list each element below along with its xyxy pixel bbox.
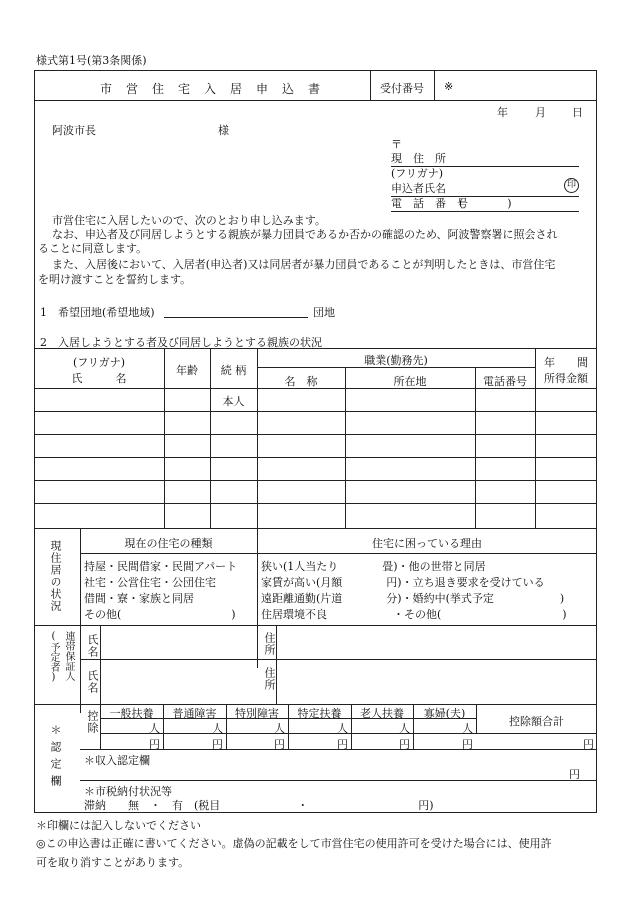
- guarantor-name-label-1: 氏名: [86, 634, 99, 658]
- address-label: 現 住 所: [391, 152, 446, 165]
- table-row: [34, 411, 597, 412]
- person-unit: 人: [462, 722, 473, 735]
- date-month: 月: [535, 106, 546, 119]
- deduction-total-label: 控除額合計: [509, 715, 564, 728]
- col-job: 職業(勤務先): [364, 354, 428, 367]
- person-unit: 人: [149, 722, 160, 735]
- col-income-top: 年 間: [544, 356, 588, 369]
- deduction-label: 控除: [86, 710, 99, 734]
- phone-field[interactable]: [391, 195, 579, 212]
- yen-unit-total: 円: [583, 738, 594, 751]
- person-unit: 人: [212, 722, 223, 735]
- housing-reason: 狭い(1人当たり 畳)・他の世帯と同居: [261, 560, 486, 573]
- divider: [370, 70, 371, 100]
- section2-label: 2 入居しようとする者及び同居しようとする親族の状況: [40, 336, 322, 349]
- col-furigana: (フリガナ): [72, 356, 126, 369]
- table-row: [34, 457, 597, 458]
- addressee-name: 阿波市長: [52, 124, 96, 137]
- approval-side-label: ＊認定欄: [49, 724, 62, 792]
- table-row: [34, 503, 597, 504]
- income-approval-label: ＊収入認定欄: [84, 754, 150, 767]
- guarantor-address-label-1: 住所: [263, 632, 276, 656]
- divider: [434, 70, 435, 100]
- col-age: 年齢: [176, 364, 198, 377]
- housing-type: 借間・寮・家族と同居: [84, 592, 194, 605]
- housing-type: 社宅・公営住宅・公団住宅: [84, 576, 216, 589]
- deduction-col: 一般扶養: [109, 707, 154, 720]
- statement-line: を明け渡すことを誓約します。: [38, 273, 192, 286]
- table-border: [80, 553, 597, 554]
- housing-reason: 家賃が高い(月額 円)・立ち退き要求を受けている: [261, 576, 545, 589]
- col-name: 氏 名: [71, 372, 127, 385]
- col-job-name: 名 称: [284, 375, 318, 388]
- guarantor-name-label-2: 氏名: [86, 670, 99, 694]
- furigana-label: (フリガナ): [391, 167, 444, 180]
- table-border: [80, 659, 597, 660]
- housing-reason: 遠距離通勤(片道 分)・婚約中(挙式予定 ): [261, 592, 565, 605]
- person-unit: 人: [399, 722, 410, 735]
- tax-status-line: 滞納 無 ・ 有 (税目 ・ 円): [84, 799, 434, 812]
- footnote: 可を取り消すことがあります。: [36, 856, 190, 869]
- table-col: [345, 367, 346, 528]
- col-relation: 続 柄: [220, 364, 247, 377]
- footnote: ◎この申込書は正確に書いてください。虚偽の記載をして市営住宅の使用許可を受けた場合には、使用許: [36, 837, 552, 850]
- table-row: [34, 528, 597, 529]
- addressee-honorific: 様: [218, 124, 229, 137]
- applicant-name-label: 申込者氏名: [391, 182, 446, 195]
- receipt-mark: ※: [444, 80, 454, 93]
- tax-status-label: ＊市税納付状況等: [84, 785, 172, 798]
- col-income-bottom: 所得金額: [544, 372, 588, 385]
- person-unit: 人: [337, 722, 348, 735]
- phone-paren: ( ): [459, 197, 512, 210]
- divider: [34, 100, 597, 101]
- housing-reason-header: 住宅に困っている理由: [372, 537, 482, 550]
- date-year: 年: [497, 106, 508, 119]
- date-day: 日: [572, 106, 583, 119]
- section1-suffix: 団地: [313, 306, 335, 319]
- desired-complex-field[interactable]: [164, 304, 308, 318]
- statement-line: なお、申込者及び同居しようとする親族が暴力団員であるか否かの確認のため、阿波警察署に照会され: [52, 228, 558, 241]
- receipt-label: 受付番号: [380, 82, 424, 95]
- housing-type: その他( ): [84, 608, 236, 621]
- statement-line: 市営住宅に入居したいので、次のとおり申し込みます。: [52, 214, 326, 227]
- yen-unit: 円: [274, 738, 285, 751]
- footnote: ＊印欄には記入しないでください: [36, 819, 201, 832]
- housing-type: 持屋・民間借家・民間アパート: [84, 560, 238, 573]
- form-title: 市 営 住 宅 入 居 申 込 書: [100, 82, 322, 96]
- deduction-col: 特定扶養: [297, 707, 342, 720]
- yen-unit: 円: [149, 738, 160, 751]
- deduction-col: 寡婦(夫): [423, 707, 466, 720]
- yen-unit: 円: [337, 738, 348, 751]
- deduction-col: 老人扶養: [360, 707, 404, 720]
- table-col: [80, 528, 81, 713]
- phone-label: 電 話 番 号: [391, 197, 468, 210]
- col-job-phone: 電話番号: [483, 375, 527, 388]
- housing-side-label: 現住居の状況: [49, 540, 62, 612]
- table-col: [100, 625, 101, 704]
- postal-mark: 〒: [391, 138, 402, 151]
- income-yen-unit: 円: [569, 768, 580, 781]
- col-job-location: 所在地: [393, 375, 427, 388]
- table-border: [34, 625, 597, 626]
- housing-type-header: 現在の住宅の種類: [124, 537, 213, 550]
- statement-line: また、入居後において、入居者(申込者)又は同居者が暴力団員であることが判明したときは、市営住宅: [52, 258, 556, 271]
- deduction-col: 特別障害: [235, 707, 279, 720]
- statement-line: ることに同意します。: [38, 242, 148, 255]
- table-row: [34, 480, 597, 481]
- table-col: [475, 367, 476, 528]
- section1-label: 1 希望団地(希望地域): [40, 306, 155, 319]
- person-unit: 人: [274, 722, 285, 735]
- deduction-col: 普通障害: [172, 707, 217, 720]
- table-border: [34, 348, 597, 349]
- yen-unit: 円: [462, 738, 473, 751]
- yen-unit: 円: [212, 738, 223, 751]
- seal-mark: 印: [564, 178, 579, 193]
- table-row: [34, 434, 597, 435]
- relation-self: 本人: [222, 395, 245, 408]
- guarantor-address-label-2: 住所: [263, 667, 276, 691]
- guarantor-side-label: 連帯保証人(予定者): [48, 631, 74, 683]
- yen-unit: 円: [399, 738, 410, 751]
- housing-reason: 住居環境不良 ・その他( ): [261, 608, 567, 621]
- form-code: 様式第1号(第3条関係): [36, 54, 147, 67]
